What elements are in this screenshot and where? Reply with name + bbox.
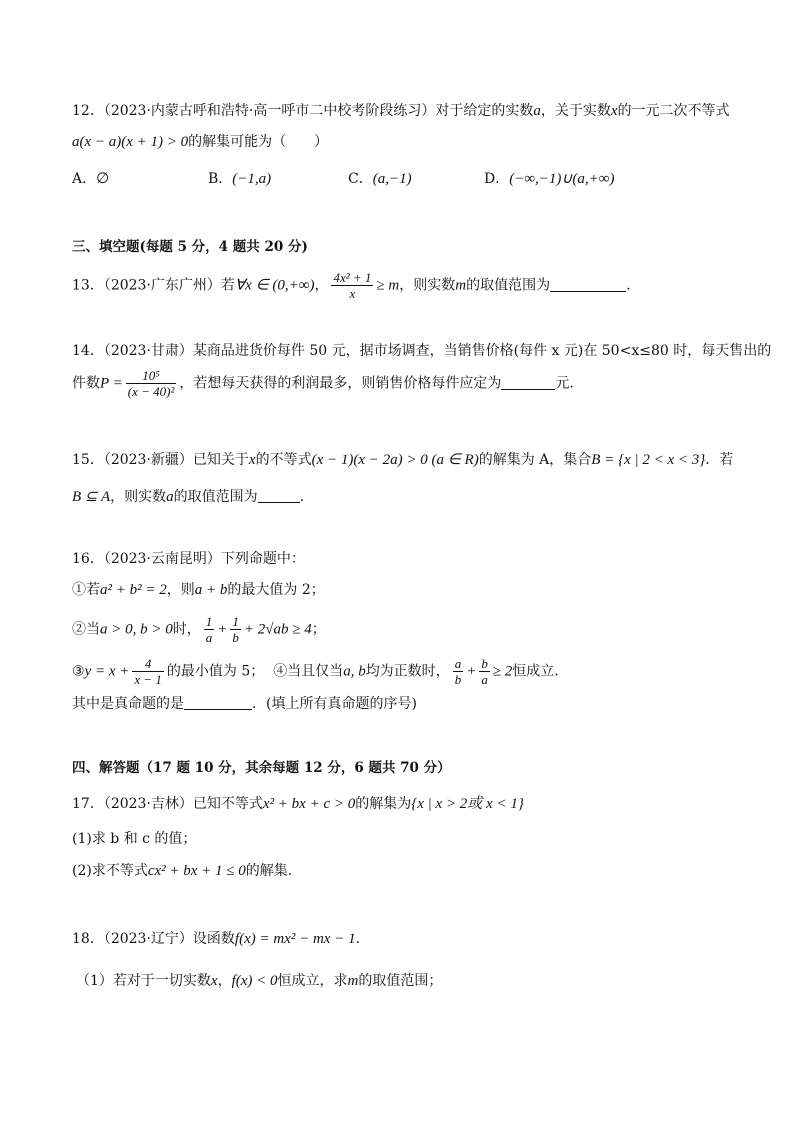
q16-proposition-1: ①若a² + b² = 2，则a + b的最大值为 2； <box>72 582 325 598</box>
q13-answer-blank <box>550 277 626 292</box>
q15-subset: B ⊆ A <box>72 489 111 505</box>
q14-line1: 14．（2023·甘肃）某商品进货价每件 50 元，据市场调查，当销售价格(每件 x 元)在 50<x≤80 时，每天售出的 <box>72 343 772 359</box>
q14-unit: 元. <box>555 375 574 392</box>
q13-fraction: $\frac{\text{4x² + 1}}{x}$ <box>333 270 372 301</box>
q13-post-a: ，则实数 <box>399 277 456 294</box>
q15-var-x: x <box>248 452 256 468</box>
q16-p2-fraction-1: $\frac{1}{a}$ <box>205 614 213 645</box>
q12-ask: 的解集可能为（ ） <box>188 134 329 150</box>
q15-var-a: a <box>166 489 174 505</box>
q15-mid2: 的解集为 A，集合 <box>478 452 592 468</box>
q16-p4-fraction-1: $\frac{a}{b}$ <box>454 656 462 687</box>
q18-function: f(x) = mx² − mx − 1 <box>234 931 356 947</box>
q17-inequality: x² + bx + c > 0 <box>262 796 356 812</box>
q15-tail: ．若 <box>705 452 734 468</box>
q15-line1 <box>72 450 733 470</box>
q14-fraction: $\frac{\text{10⁵}}{\text{(x − 40)²}}$ <box>127 368 175 399</box>
q12-inequality: a(x − a)(x + 1) > 0 <box>72 134 189 150</box>
q16-p4-fraction-2: $\frac{b}{a}$ <box>481 656 488 687</box>
q18-line1: 18．（2023·辽宁）设函数f(x) = mx² − mx − 1. <box>72 931 361 947</box>
q15-set-b: B = {x | 2 < x < 3} <box>591 452 706 468</box>
section-4-heading: 四、解答题（17 题 10 分，其余每题 12 分，6 题共 70 分） <box>72 760 451 776</box>
q17-line1: 17．（2023·吉林）已知不等式x² + bx + c > 0的解集为{x | x > 2或 x < 1} <box>72 796 524 812</box>
q16-proposition-3-4: ③y = x + $\frac{4}{x - 1}$ 的最小值为 5； ④当且仅当a, b均为正数时， $\frac{a}{b}$ + $\frac{b}{a}$ ≥ 2恒成立. <box>72 656 559 687</box>
q12-var-x: x <box>610 103 618 119</box>
q16-proposition-2: ②当a > 0, b > 0时， $\frac{1}{a}$ + $\frac{1}{b}$ + 2√ab ≥ 4； <box>72 614 326 645</box>
q12-stem: 12．（2023·内蒙古呼和浩特·高一呼市二中校考阶段练习）对于给定的实数 <box>72 103 534 119</box>
q12-option-a: A．∅ <box>72 171 110 187</box>
section-3-heading: 三、填空题(每题 5 分，4 题共 20 分) <box>72 239 308 255</box>
q15-pre: 15．（2023·新疆）已知关于 <box>72 452 249 468</box>
q15-line2-b: 的取值范围为 <box>173 489 258 505</box>
q15-mid: 的不等式 <box>255 452 312 468</box>
q13-condition: ∀x ∈ (0,+∞) <box>234 277 315 294</box>
q15-answer-blank <box>258 488 300 503</box>
q15-inequality: (x − 1)(x − 2a) > 0 (a ∈ R) <box>311 452 479 468</box>
q14-line2 <box>72 368 574 399</box>
q14-pre: 件数 <box>72 375 100 392</box>
q12-mid: ，关于实数 <box>540 103 611 119</box>
q17-sub-2: (2)求不等式cx² + bx + 1 ≤ 0的解集. <box>72 863 293 879</box>
q16-p3-fraction: $\frac{4}{x - 1}$ <box>134 656 162 687</box>
q16-stem: 16．（2023·云南昆明）下列命题中： <box>72 551 305 567</box>
q12-var-a: a <box>533 103 541 119</box>
q13-pre: 13．（2023·广东广州）若 <box>72 277 235 294</box>
q12-option-b: B．(−1,a) <box>208 171 272 187</box>
q17-sub-1: (1)求 b 和 c 的值； <box>72 831 197 847</box>
q17-solution-set: {x | x > 2或 x < 1} <box>411 796 524 812</box>
q16-p2-fraction-2: $\frac{1}{b}$ <box>232 614 239 645</box>
q16-ask: 其中是真命题的是 ．(填上所有真命题的序号) <box>72 696 417 712</box>
q12-line1 <box>72 101 730 121</box>
q15-line2-a: ，则实数 <box>110 489 167 505</box>
q13-post-b: 的取值范围为 <box>466 277 551 294</box>
q12-tail: 的一元二次不等式 <box>617 103 730 119</box>
q14-p-eq: P = <box>100 375 123 392</box>
q15-line2: B ⊆ A，则实数a的取值范围为 . <box>72 489 305 505</box>
q13-geq: ≥ m <box>376 277 400 294</box>
q12-option-d: D．(−∞,−1)∪(a,+∞) <box>484 171 615 187</box>
q12-line2 <box>72 132 328 152</box>
q16-answer-blank <box>184 695 252 710</box>
q12-options <box>72 169 722 191</box>
q13-var-m: m <box>455 277 467 294</box>
q14-post: ，若想每天获得的利润最多，则销售价格每件应定为 <box>179 375 502 392</box>
q13-line: 13．（2023·广东广州）若∀x ∈ (0,+∞)， $\frac{\text{4x² + 1}}{x}$ ≥ m，则实数m的取值范围为 . <box>72 270 631 301</box>
q14-answer-blank <box>501 375 555 390</box>
q18-sub-1: （1）若对于一切实数x，f(x) < 0恒成立，求m的取值范围； <box>76 973 443 989</box>
q12-option-c: C．(a,−1) <box>348 171 412 187</box>
